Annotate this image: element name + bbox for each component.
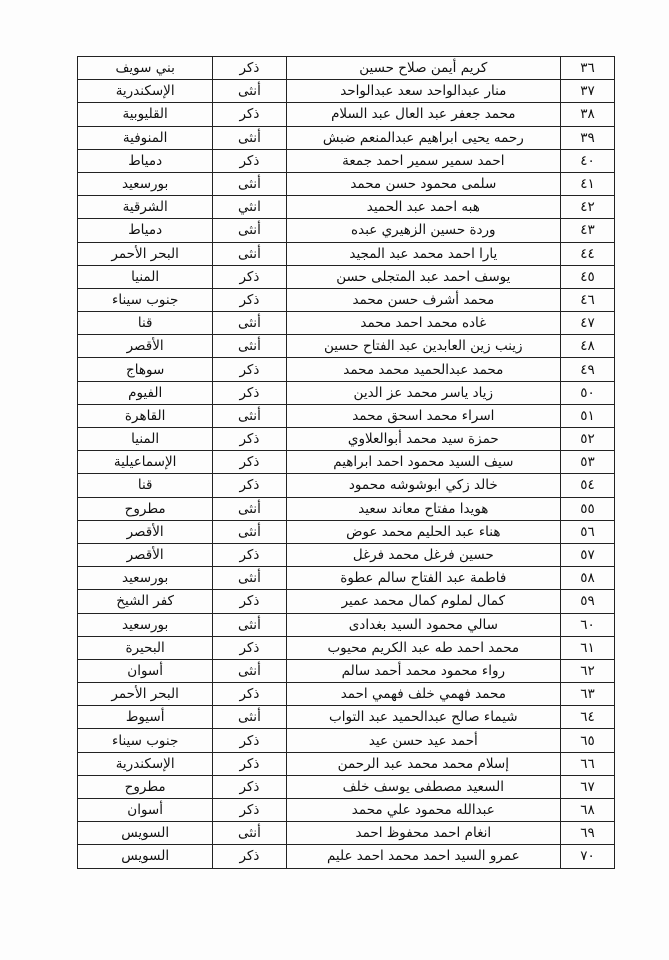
roster-table xyxy=(77,56,615,869)
student-name: كمال لملوم كمال محمد عمير xyxy=(286,590,561,613)
governorate-cell: الفيوم xyxy=(78,381,213,404)
table-row xyxy=(78,845,615,868)
table-row xyxy=(78,335,615,358)
row-number: ٤٨ xyxy=(561,335,615,358)
student-name: محمد أشرف حسن محمد xyxy=(286,288,561,311)
student-name: حسين فرغل محمد فرغل xyxy=(286,543,561,566)
student-name: أحمد عيد حسن عيد xyxy=(286,729,561,752)
student-name: حمزة سيد محمد أبوالعلاوي xyxy=(286,428,561,451)
governorate-cell: الإسكندرية xyxy=(78,752,213,775)
governorate-cell: قنا xyxy=(78,312,213,335)
gender-cell: أنثى xyxy=(213,567,286,590)
governorate-cell: كفر الشيخ xyxy=(78,590,213,613)
governorate-cell: جنوب سيناء xyxy=(78,729,213,752)
gender-cell: ذكر xyxy=(213,683,286,706)
governorate-cell: البحر الأحمر xyxy=(78,683,213,706)
student-name: شيماء صالح عبدالحميد عبد التواب xyxy=(286,706,561,729)
gender-cell: أنثى xyxy=(213,404,286,427)
row-number: ٤٧ xyxy=(561,312,615,335)
governorate-cell: بورسعيد xyxy=(78,172,213,195)
student-name: فاطمة عبد الفتاح سالم عطوة xyxy=(286,567,561,590)
governorate-cell: مطروح xyxy=(78,775,213,798)
row-number: ٧٠ xyxy=(561,845,615,868)
gender-cell: ذكر xyxy=(213,288,286,311)
row-number: ٤١ xyxy=(561,172,615,195)
student-name: رحمه يحيى ابراهيم عبدالمنعم ضبش xyxy=(286,126,561,149)
student-name: زينب زين العابدين عبد الفتاح حسين xyxy=(286,335,561,358)
student-name: عمرو السيد احمد محمد احمد عليم xyxy=(286,845,561,868)
gender-cell: أنثى xyxy=(213,126,286,149)
gender-cell: ذكر xyxy=(213,590,286,613)
gender-cell: ذكر xyxy=(213,103,286,126)
table-row xyxy=(78,451,615,474)
student-name: محمد جعفر عبد العال عبد السلام xyxy=(286,103,561,126)
governorate-cell: الإسماعيلية xyxy=(78,451,213,474)
gender-cell: ذكر xyxy=(213,428,286,451)
student-name: سيف السيد محمود احمد ابراهيم xyxy=(286,451,561,474)
table-row xyxy=(78,520,615,543)
table-row xyxy=(78,775,615,798)
student-name: منار عبدالواحد سعد عبدالواحد xyxy=(286,80,561,103)
gender-cell: ذكر xyxy=(213,636,286,659)
student-name: هناء عبد الحليم محمد عوض xyxy=(286,520,561,543)
table-row xyxy=(78,172,615,195)
table-row xyxy=(78,659,615,682)
table-row xyxy=(78,242,615,265)
table-row xyxy=(78,567,615,590)
table-row xyxy=(78,288,615,311)
gender-cell: ذكر xyxy=(213,149,286,172)
gender-cell: أنثى xyxy=(213,80,286,103)
governorate-cell: مطروح xyxy=(78,497,213,520)
gender-cell: أنثى xyxy=(213,312,286,335)
gender-cell: ذكر xyxy=(213,729,286,752)
governorate-cell: سوهاج xyxy=(78,358,213,381)
gender-cell: ذكر xyxy=(213,474,286,497)
gender-cell: ذكر xyxy=(213,451,286,474)
gender-cell: ذكر xyxy=(213,543,286,566)
table-row xyxy=(78,590,615,613)
governorate-cell: القاهرة xyxy=(78,404,213,427)
student-name: محمد عبدالحميد محمد محمد xyxy=(286,358,561,381)
governorate-cell: أسوان xyxy=(78,659,213,682)
gender-cell: أنثى xyxy=(213,335,286,358)
student-name: هبه احمد عبد الحميد xyxy=(286,196,561,219)
student-name: السعيد مصطفى يوسف خلف xyxy=(286,775,561,798)
row-number: ٣٨ xyxy=(561,103,615,126)
row-number: ٥٣ xyxy=(561,451,615,474)
gender-cell: أنثى xyxy=(213,706,286,729)
governorate-cell: المنيا xyxy=(78,265,213,288)
gender-cell: ذكر xyxy=(213,358,286,381)
table-row xyxy=(78,636,615,659)
governorate-cell: الأقصر xyxy=(78,335,213,358)
governorate-cell: الإسكندرية xyxy=(78,80,213,103)
gender-cell: انثي xyxy=(213,196,286,219)
table-row xyxy=(78,358,615,381)
student-name: انغام احمد محفوظ احمد xyxy=(286,822,561,845)
governorate-cell: أسوان xyxy=(78,799,213,822)
row-number: ٦٩ xyxy=(561,822,615,845)
student-name: زياد ياسر محمد عز الدين xyxy=(286,381,561,404)
gender-cell: ذكر xyxy=(213,799,286,822)
student-name: إسلام محمد محمد عبد الرحمن xyxy=(286,752,561,775)
gender-cell: ذكر xyxy=(213,752,286,775)
gender-cell: أنثى xyxy=(213,659,286,682)
gender-cell: أنثى xyxy=(213,520,286,543)
table-row xyxy=(78,706,615,729)
table-row xyxy=(78,57,615,80)
student-name: يوسف احمد عبد المتجلى حسن xyxy=(286,265,561,288)
student-name: محمد احمد طه عبد الكريم محيوب xyxy=(286,636,561,659)
table-row xyxy=(78,474,615,497)
table-row xyxy=(78,381,615,404)
governorate-cell: بورسعيد xyxy=(78,613,213,636)
governorate-cell: أسيوط xyxy=(78,706,213,729)
governorate-cell: الأقصر xyxy=(78,520,213,543)
student-name: وردة حسين الزهيري عبده xyxy=(286,219,561,242)
gender-cell: أنثى xyxy=(213,172,286,195)
governorate-cell: جنوب سيناء xyxy=(78,288,213,311)
gender-cell: أنثى xyxy=(213,242,286,265)
table-row xyxy=(78,312,615,335)
table-row xyxy=(78,149,615,172)
row-number: ٤٣ xyxy=(561,219,615,242)
governorate-cell: دمياط xyxy=(78,149,213,172)
row-number: ٦٥ xyxy=(561,729,615,752)
table-row xyxy=(78,613,615,636)
governorate-cell: الشرقية xyxy=(78,196,213,219)
row-number: ٦٠ xyxy=(561,613,615,636)
row-number: ٥٥ xyxy=(561,497,615,520)
gender-cell: ذكر xyxy=(213,57,286,80)
table-row xyxy=(78,219,615,242)
table-row xyxy=(78,196,615,219)
table-row xyxy=(78,126,615,149)
student-name: سالي محمود السيد بغدادى xyxy=(286,613,561,636)
row-number: ٦١ xyxy=(561,636,615,659)
row-number: ٤٤ xyxy=(561,242,615,265)
governorate-cell: القليوبية xyxy=(78,103,213,126)
gender-cell: أنثى xyxy=(213,613,286,636)
student-name: كريم أيمن صلاح حسين xyxy=(286,57,561,80)
student-name: يارا احمد محمد عبد المجيد xyxy=(286,242,561,265)
table-row xyxy=(78,543,615,566)
row-number: ٣٧ xyxy=(561,80,615,103)
governorate-cell: السويس xyxy=(78,822,213,845)
governorate-cell: البحر الأحمر xyxy=(78,242,213,265)
row-number: ٦٨ xyxy=(561,799,615,822)
gender-cell: أنثى xyxy=(213,822,286,845)
student-name: سلمى محمود حسن محمد xyxy=(286,172,561,195)
gender-cell: ذكر xyxy=(213,845,286,868)
table-row xyxy=(78,80,615,103)
gender-cell: أنثى xyxy=(213,497,286,520)
table-row xyxy=(78,103,615,126)
governorate-cell: المنوفية xyxy=(78,126,213,149)
governorate-cell: البحيرة xyxy=(78,636,213,659)
table-row xyxy=(78,683,615,706)
student-name: عبدالله محمود علي محمد xyxy=(286,799,561,822)
student-name: هويدا مفتاح معاند سعيد xyxy=(286,497,561,520)
student-name: خالد زكي ابوشوشه محمود xyxy=(286,474,561,497)
roster-body xyxy=(78,57,615,869)
governorate-cell: دمياط xyxy=(78,219,213,242)
table-row xyxy=(78,822,615,845)
row-number: ٣٩ xyxy=(561,126,615,149)
governorate-cell: السويس xyxy=(78,845,213,868)
row-number: ٥٠ xyxy=(561,381,615,404)
table-row xyxy=(78,404,615,427)
row-number: ٤٦ xyxy=(561,288,615,311)
governorate-cell: قنا xyxy=(78,474,213,497)
gender-cell: ذكر xyxy=(213,265,286,288)
row-number: ٥٨ xyxy=(561,567,615,590)
row-number: ٤٥ xyxy=(561,265,615,288)
governorate-cell: المنيا xyxy=(78,428,213,451)
table-row xyxy=(78,497,615,520)
row-number: ٦٤ xyxy=(561,706,615,729)
governorate-cell: بورسعيد xyxy=(78,567,213,590)
student-name: اسراء محمد اسحق محمد xyxy=(286,404,561,427)
gender-cell: ذكر xyxy=(213,381,286,404)
row-number: ٥٢ xyxy=(561,428,615,451)
governorate-cell: بني سويف xyxy=(78,57,213,80)
row-number: ٦٣ xyxy=(561,683,615,706)
table-row xyxy=(78,265,615,288)
table-row xyxy=(78,428,615,451)
table-row xyxy=(78,799,615,822)
row-number: ٥٤ xyxy=(561,474,615,497)
gender-cell: ذكر xyxy=(213,775,286,798)
row-number: ٥٧ xyxy=(561,543,615,566)
row-number: ٥٦ xyxy=(561,520,615,543)
row-number: ٤٠ xyxy=(561,149,615,172)
gender-cell: أنثى xyxy=(213,219,286,242)
student-name: احمد سمير سمير احمد جمعة xyxy=(286,149,561,172)
table-row xyxy=(78,729,615,752)
row-number: ٥٩ xyxy=(561,590,615,613)
row-number: ٦٢ xyxy=(561,659,615,682)
row-number: ٦٦ xyxy=(561,752,615,775)
student-name: رواء محمود محمد أحمد سالم xyxy=(286,659,561,682)
row-number: ٤٩ xyxy=(561,358,615,381)
row-number: ٤٢ xyxy=(561,196,615,219)
row-number: ٦٧ xyxy=(561,775,615,798)
row-number: ٥١ xyxy=(561,404,615,427)
governorate-cell: الأقصر xyxy=(78,543,213,566)
student-name: محمد فهمي خلف فهمي احمد xyxy=(286,683,561,706)
row-number: ٣٦ xyxy=(561,57,615,80)
student-name: غاده محمد احمد محمد xyxy=(286,312,561,335)
table-row xyxy=(78,752,615,775)
